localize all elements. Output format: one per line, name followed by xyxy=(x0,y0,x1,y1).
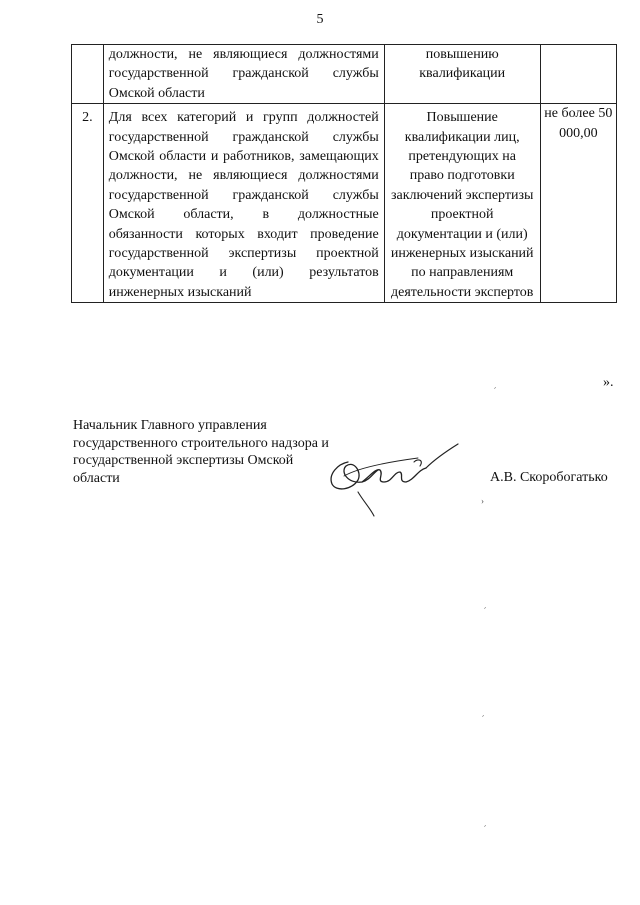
scan-speck: ׳ xyxy=(494,384,497,394)
scan-speck: ׳ xyxy=(484,822,487,832)
amount-cell: не более 50 000,00 xyxy=(540,104,616,303)
amount-cell xyxy=(540,45,616,104)
row-number xyxy=(72,45,104,104)
scan-speck: ׳ xyxy=(482,712,485,722)
table-row xyxy=(72,45,617,104)
signatory-name: А.В. Скоробогатько xyxy=(490,470,608,485)
page-number: 5 xyxy=(316,12,324,27)
signatory-position: Начальник Главного управления государственного строительного надзора и государственной экспертизы Омской области xyxy=(73,418,329,486)
expense-table xyxy=(71,44,617,303)
purpose-cell: Повышение квалификации лиц, претендующих на право подготовки заключений экспертизы проектной документации и (или) инженерных изысканий по направлениям деятельности экспертов xyxy=(384,104,540,303)
position-category-cell: Для всех категорий и групп должностей государственной гражданской службы Омской области и работников, замещающих должности, не являющиеся должностями государственной гражданской службы Омской области, в должностные обязанности которых входит проведение государственной экспертизы проектной документации и (или) результатов инженерных изысканий xyxy=(103,104,384,303)
row-number: 2. xyxy=(72,104,104,303)
closing-quote: ». xyxy=(603,375,614,390)
handwritten-signature xyxy=(318,432,478,522)
table-row xyxy=(72,104,617,303)
scan-speck: ׳ xyxy=(484,604,487,614)
purpose-cell: повышению квалификации xyxy=(384,45,540,104)
position-category-cell: должности, не являющиеся должностями государственной гражданской службы Омской области xyxy=(103,45,384,104)
scan-speck: › xyxy=(481,496,484,506)
